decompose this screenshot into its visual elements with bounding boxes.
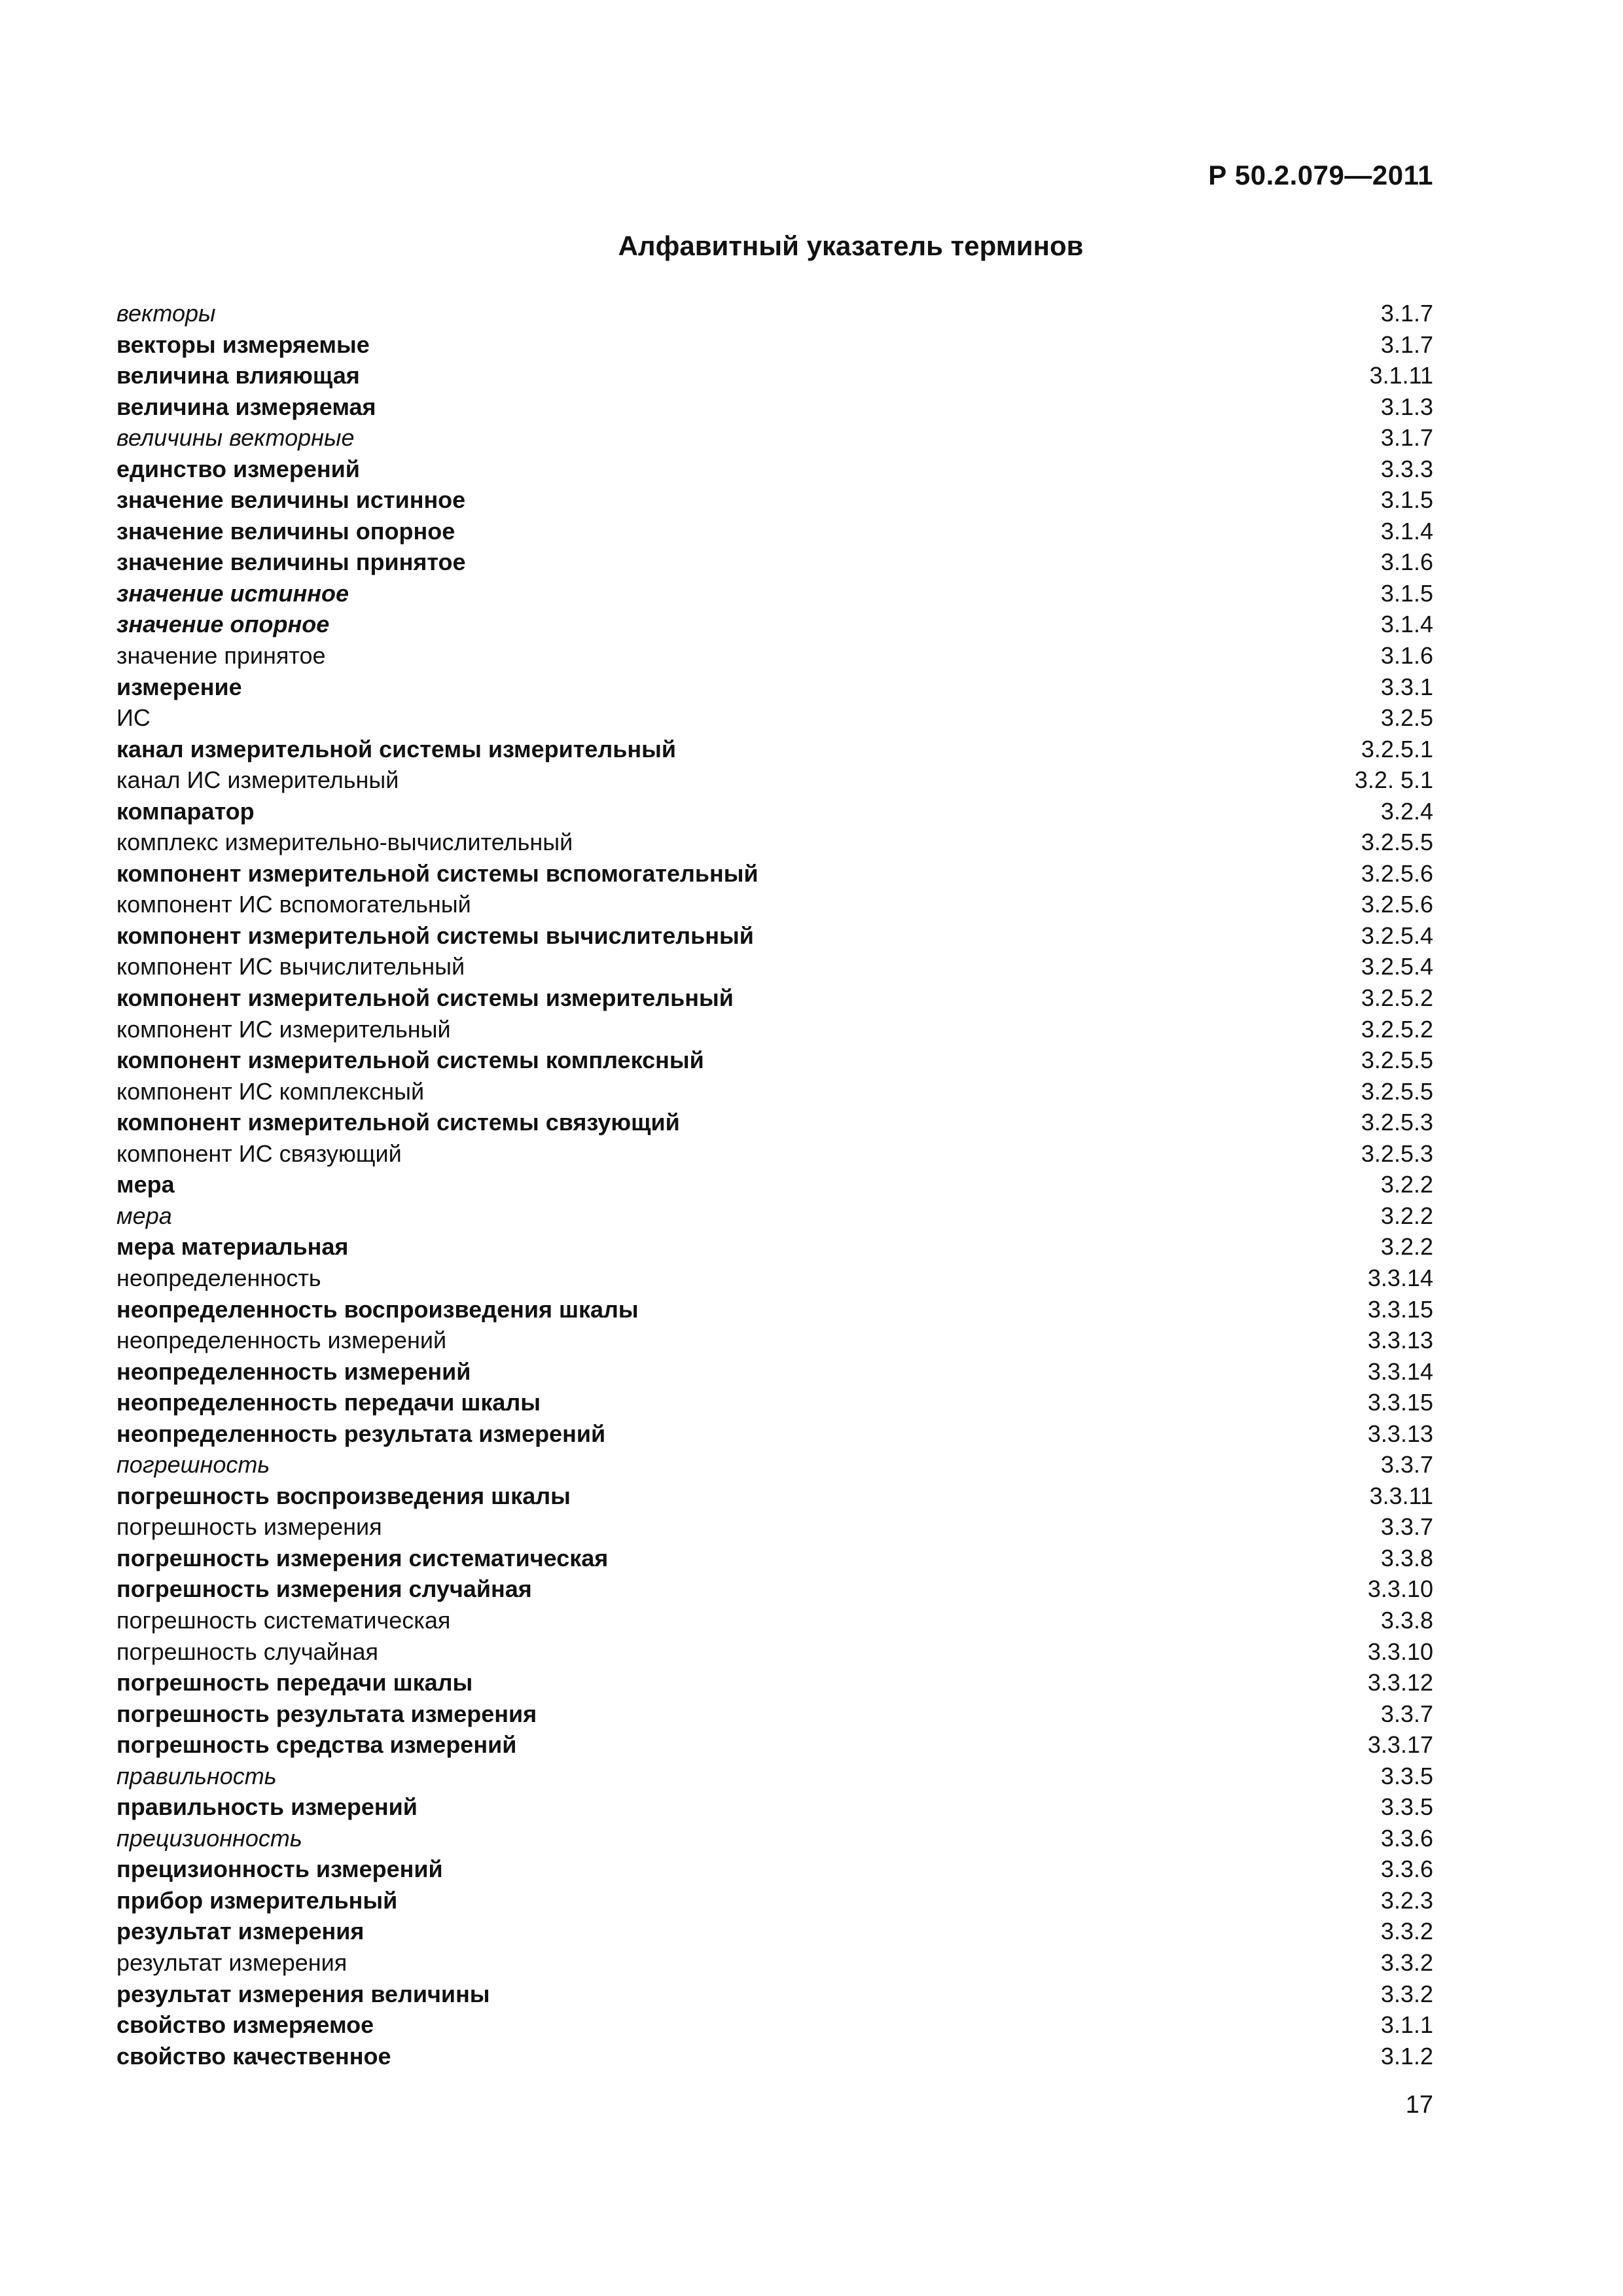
index-reference: 3.2.5.3 <box>1361 1109 1433 1136</box>
index-reference: 3.1.6 <box>1380 642 1433 670</box>
index-entry <box>116 1076 1433 1107</box>
index-reference: 3.3.2 <box>1380 1948 1433 1976</box>
index-reference: 3.3.5 <box>1380 1762 1433 1789</box>
index-entry <box>116 1854 1433 1885</box>
index-term: погрешность систематическая <box>116 1606 451 1634</box>
index-reference: 3.3.15 <box>1367 1389 1433 1416</box>
index-entry <box>116 454 1433 485</box>
index-entry <box>116 1761 1433 1792</box>
index-reference: 3.3.12 <box>1367 1669 1433 1696</box>
index-entry <box>116 1791 1433 1823</box>
index-entry <box>116 1979 1433 2010</box>
index-reference: 3.2.5.5 <box>1361 1047 1433 1074</box>
index-term: погрешность случайная <box>116 1638 379 1665</box>
index-entry <box>116 1138 1433 1170</box>
index-term: компонент измерительной системы связующий <box>116 1109 680 1136</box>
index-term: погрешность измерения систематическая <box>116 1544 609 1571</box>
index-reference: 3.2.5.2 <box>1361 984 1433 1012</box>
index-entry <box>116 578 1433 609</box>
index-entry <box>116 1014 1433 1045</box>
index-term: погрешность воспроизведения шкалы <box>116 1482 571 1509</box>
index-entry <box>116 1263 1433 1294</box>
index-term: ИС <box>116 704 151 732</box>
index-reference: 3.3.8 <box>1380 1606 1433 1634</box>
index-entry <box>116 2041 1433 2072</box>
index-entry <box>116 858 1433 889</box>
index-reference: 3.2.5.5 <box>1361 829 1433 856</box>
page-title: Алфавитный указатель терминов <box>618 230 1084 261</box>
index-reference: 3.3.3 <box>1380 455 1433 482</box>
index-reference: 3.1.11 <box>1369 362 1433 389</box>
index-term: погрешность результата измерения <box>116 1700 537 1727</box>
index-term: компонент измерительной системы вспомогательный <box>116 859 758 887</box>
index-reference: 3.3.10 <box>1367 1575 1433 1603</box>
index-reference: 3.1.5 <box>1380 486 1433 514</box>
index-term: канал ИС измерительный <box>116 766 399 794</box>
index-reference: 3.1.4 <box>1380 517 1433 545</box>
index-entry <box>116 547 1433 578</box>
index-entry <box>116 1356 1433 1388</box>
index-term: компонент ИС измерительный <box>116 1015 451 1043</box>
index-entry <box>116 1947 1433 1979</box>
index-entry <box>116 672 1433 703</box>
index-reference: 3.3.17 <box>1367 1731 1433 1759</box>
index-reference: 3.3.5 <box>1380 1793 1433 1821</box>
index-entry <box>116 1511 1433 1543</box>
index-reference: 3.2.2 <box>1380 1202 1433 1229</box>
index-entry <box>116 298 1433 329</box>
index-entry <box>116 1667 1433 1698</box>
index-entry <box>116 734 1433 765</box>
index-term: мера материальная <box>116 1233 349 1261</box>
index-term: неопределенность измерений <box>116 1357 471 1385</box>
index-reference: 3.2.2 <box>1380 1171 1433 1198</box>
index-reference: 3.3.7 <box>1380 1700 1433 1727</box>
index-reference: 3.1.7 <box>1380 331 1433 358</box>
index-entry <box>116 951 1433 982</box>
index-entry <box>116 609 1433 640</box>
index-term: компонент ИС вспомогательный <box>116 891 471 918</box>
index-term: прецизионность <box>116 1824 302 1852</box>
index-term: компонент измерительной системы комплексный <box>116 1047 704 1074</box>
index-entry <box>116 422 1433 454</box>
index-reference: 3.2.5.6 <box>1361 891 1433 918</box>
index-term: величина влияющая <box>116 362 360 389</box>
index-entry <box>116 640 1433 672</box>
index-reference: 3.1.7 <box>1380 424 1433 452</box>
index-term: компонент измерительной системы вычислительный <box>116 922 754 949</box>
index-entry <box>116 982 1433 1014</box>
index-reference: 3.3.6 <box>1380 1824 1433 1852</box>
index-term: измерение <box>116 673 242 700</box>
index-entry <box>116 1169 1433 1200</box>
index-entry <box>116 889 1433 920</box>
index-reference: 3.2.5.5 <box>1361 1077 1433 1105</box>
page-number: 17 <box>1405 2091 1433 2119</box>
index-entry <box>116 2009 1433 2041</box>
index-reference: 3.3.7 <box>1380 1513 1433 1541</box>
index-term: единство измерений <box>116 455 360 482</box>
index-term: значение величины принятое <box>116 548 466 576</box>
index-reference: 3.3.7 <box>1380 1451 1433 1479</box>
index-term: неопределенность воспроизведения шкалы <box>116 1295 639 1323</box>
index-entry <box>116 796 1433 827</box>
index-reference: 3.1.4 <box>1380 611 1433 638</box>
index-entry <box>116 764 1433 796</box>
index-entry <box>116 1387 1433 1418</box>
index-term: погрешность <box>116 1451 270 1479</box>
index-term: погрешность средства измерений <box>116 1731 517 1759</box>
index-reference: 3.2.5.1 <box>1361 735 1433 762</box>
index-entry <box>116 1543 1433 1574</box>
index-entry <box>116 827 1433 858</box>
index-entry <box>116 1823 1433 1854</box>
index-term: значение величины истинное <box>116 486 466 514</box>
index-reference: 3.3.13 <box>1367 1420 1433 1447</box>
index-entry <box>116 920 1433 952</box>
index-term: неопределенность <box>116 1264 321 1291</box>
index-reference: 3.3.6 <box>1380 1856 1433 1883</box>
index-reference: 3.3.2 <box>1380 1980 1433 2007</box>
index-reference: 3.2.5 <box>1380 704 1433 732</box>
index-term: мера <box>116 1202 172 1229</box>
index-term: результат измерения <box>116 1948 348 1976</box>
index-term: свойство измеряемое <box>116 2011 374 2039</box>
index-entry <box>116 1107 1433 1138</box>
index-term: результат измерения величины <box>116 1980 490 2007</box>
index-reference: 3.3.15 <box>1367 1295 1433 1323</box>
index-reference: 3.1.2 <box>1380 2042 1433 2070</box>
index-reference: 3.2.3 <box>1380 1886 1433 1914</box>
index-entry <box>116 1916 1433 1947</box>
index-term: величина измеряемая <box>116 393 376 420</box>
index-entry <box>116 360 1433 391</box>
index-reference: 3.3.14 <box>1367 1264 1433 1291</box>
index-term: погрешность измерения случайная <box>116 1575 532 1603</box>
index-entry <box>116 1698 1433 1730</box>
index-term: правильность <box>116 1762 277 1789</box>
index-term: значение величины опорное <box>116 517 455 545</box>
index-entry <box>116 702 1433 734</box>
index-entry <box>116 1045 1433 1076</box>
index-entry <box>116 1200 1433 1232</box>
index-entry <box>116 1573 1433 1605</box>
index-term: прецизионность измерений <box>116 1856 443 1883</box>
index-reference: 3.2.4 <box>1380 797 1433 825</box>
index-reference: 3.1.7 <box>1380 300 1433 327</box>
index-term: правильность измерений <box>116 1793 418 1821</box>
index-reference: 3.3.2 <box>1380 1918 1433 1945</box>
index-entry <box>116 391 1433 423</box>
index-reference: 3.1.1 <box>1380 2011 1433 2039</box>
index-term: значение принятое <box>116 642 326 670</box>
index-reference: 3.3.8 <box>1380 1544 1433 1571</box>
index-reference: 3.2.5.2 <box>1361 1015 1433 1043</box>
index-term: прибор измерительный <box>116 1886 398 1914</box>
index-term: неопределенность результата измерений <box>116 1420 606 1447</box>
index-reference: 3.2. 5.1 <box>1354 766 1433 794</box>
index-reference: 3.3.10 <box>1367 1638 1433 1665</box>
index-entry <box>116 1636 1433 1668</box>
term-index-list <box>116 298 1433 2072</box>
index-term: величины векторные <box>116 424 355 452</box>
index-term: компонент измерительной системы измерительный <box>116 984 734 1012</box>
index-term: компаратор <box>116 797 255 825</box>
index-entry <box>116 1231 1433 1263</box>
index-entry <box>116 1605 1433 1636</box>
index-term: компонент ИС комплексный <box>116 1077 425 1105</box>
index-term: свойство качественное <box>116 2042 391 2070</box>
index-entry <box>116 1294 1433 1325</box>
index-term: погрешность измерения <box>116 1513 382 1541</box>
index-term: комплекс измерительно-вычислительный <box>116 829 573 856</box>
index-term: компонент ИС вычислительный <box>116 953 465 980</box>
index-reference: 3.2.5.4 <box>1361 953 1433 980</box>
index-reference: 3.1.5 <box>1380 579 1433 607</box>
index-reference: 3.1.3 <box>1380 393 1433 420</box>
index-reference: 3.3.13 <box>1367 1327 1433 1354</box>
index-reference: 3.3.11 <box>1369 1482 1433 1509</box>
index-entry <box>116 484 1433 516</box>
index-entry <box>116 1418 1433 1450</box>
index-term: мера <box>116 1171 175 1198</box>
index-reference: 3.1.6 <box>1380 548 1433 576</box>
index-term: погрешность передачи шкалы <box>116 1669 473 1696</box>
index-entry <box>116 1729 1433 1761</box>
index-term: канал измерительной системы измерительный <box>116 735 676 762</box>
index-term: неопределенность измерений <box>116 1327 447 1354</box>
index-term: компонент ИС связующий <box>116 1139 402 1167</box>
index-entry <box>116 1885 1433 1916</box>
index-entry <box>116 1449 1433 1480</box>
index-term: векторы измеряемые <box>116 331 370 358</box>
index-reference: 3.3.14 <box>1367 1357 1433 1385</box>
index-entry <box>116 1480 1433 1512</box>
index-term: значение истинное <box>116 579 349 607</box>
index-term: векторы <box>116 300 216 327</box>
index-reference: 3.2.2 <box>1380 1233 1433 1261</box>
index-reference: 3.3.1 <box>1380 673 1433 700</box>
index-reference: 3.2.5.6 <box>1361 859 1433 887</box>
index-entry <box>116 516 1433 547</box>
index-term: значение опорное <box>116 611 330 638</box>
document-code: Р 50.2.079—2011 <box>1208 160 1433 190</box>
index-entry <box>116 1325 1433 1356</box>
index-reference: 3.2.5.4 <box>1361 922 1433 949</box>
index-reference: 3.2.5.3 <box>1361 1139 1433 1167</box>
index-term: неопределенность передачи шкалы <box>116 1389 541 1416</box>
index-term: результат измерения <box>116 1918 365 1945</box>
index-entry <box>116 329 1433 361</box>
